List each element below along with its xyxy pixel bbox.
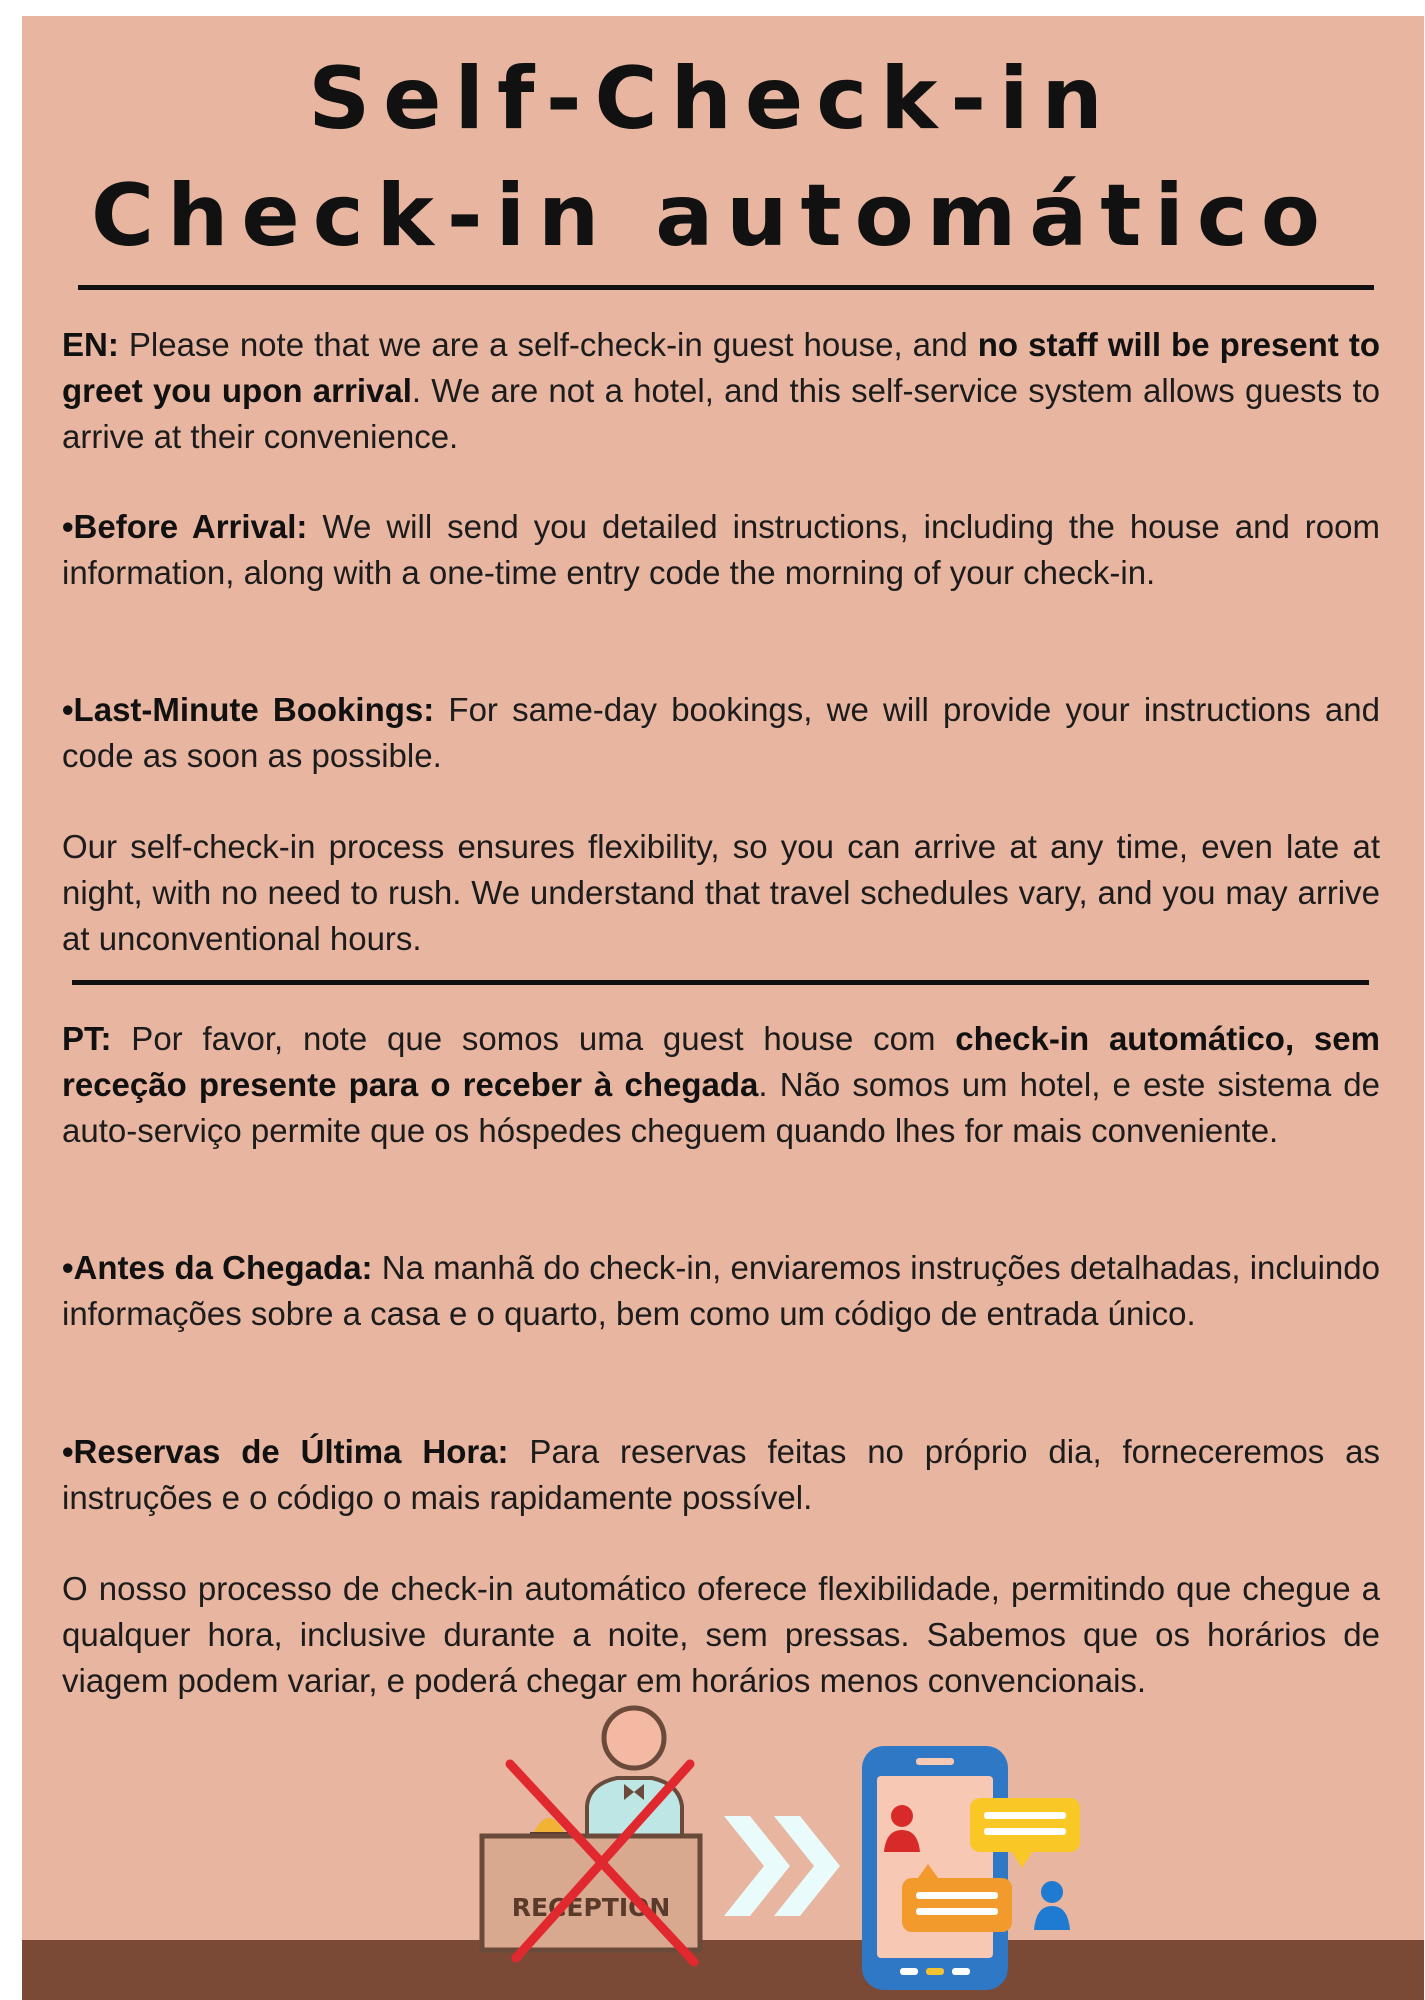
en-intro-text-2: . We are not a hotel, and this self-service system allows guests to arrive at their convenience. (62, 372, 1380, 455)
title-line-1: Self-Check-in (308, 49, 1116, 149)
pt-closing: O nosso processo de check-in automático oferece flexibilidade, permitindo que chegue a qualquer hora, inclusive durante a noite, sem pressas. Sabemos que os horários de viagem podem variar, e poderá chegar em horários menos convencionais. (62, 1570, 1380, 1699)
double-chevron-icon (724, 1816, 840, 1916)
svg-text:RECEPTION: RECEPTION (511, 1893, 671, 1922)
en-intro-bold: no staff will be present to greet you upon arrival (62, 326, 1380, 409)
pt-intro-label: PT: (62, 1020, 112, 1057)
page (22, 16, 1424, 2000)
title-line-2: Check-in automático (91, 166, 1333, 266)
en-intro-label: EN: (62, 326, 119, 363)
pt-last-label: •Reservas de Última Hora: (62, 1433, 509, 1470)
en-intro-text-1: Please note that we are a self-check-in guest house, and (118, 326, 978, 363)
checkin-illustration (22, 16, 1424, 2000)
pt-before-text: Na manhã do check-in, enviaremos instruções detalhadas, incluindo informações sobre a casa e o quarto, bem como um código de entrada único. (62, 1249, 1380, 1332)
reception-desk-icon (482, 1708, 700, 1950)
pt-before-label: •Antes da Chegada: (62, 1249, 373, 1286)
pt-intro-bold: check-in automático, sem receção presente para o receber à chegada (62, 1020, 1380, 1103)
en-before-text: We will send you detailed instructions, including the house and room information, along with a one-time entry code the morning of your check-in. (62, 508, 1380, 591)
smartphone-chat-icon (862, 1746, 1080, 1990)
en-last-label: •Last-Minute Bookings: (62, 691, 435, 728)
pt-intro-text-2: . Não somos um hotel, e este sistema de auto-serviço permite que os hóspedes cheguem quando lhes for mais conveniente. (62, 1066, 1380, 1149)
pt-last-text: Para reservas feitas no próprio dia, forneceremos as instruções e o código o mais rapidamente possível. (62, 1433, 1380, 1516)
en-before-label: •Before Arrival: (62, 508, 308, 545)
en-last-text: For same-day bookings, we will provide your instructions and code as soon as possible. (62, 691, 1380, 774)
pt-intro-text-1: Por favor, note que somos uma guest house com (111, 1020, 956, 1057)
en-closing: Our self-check-in process ensures flexibility, so you can arrive at any time, even late at night, with no need to rush. We understand that travel schedules vary, and you may arrive at unconventional hours. (62, 828, 1380, 957)
